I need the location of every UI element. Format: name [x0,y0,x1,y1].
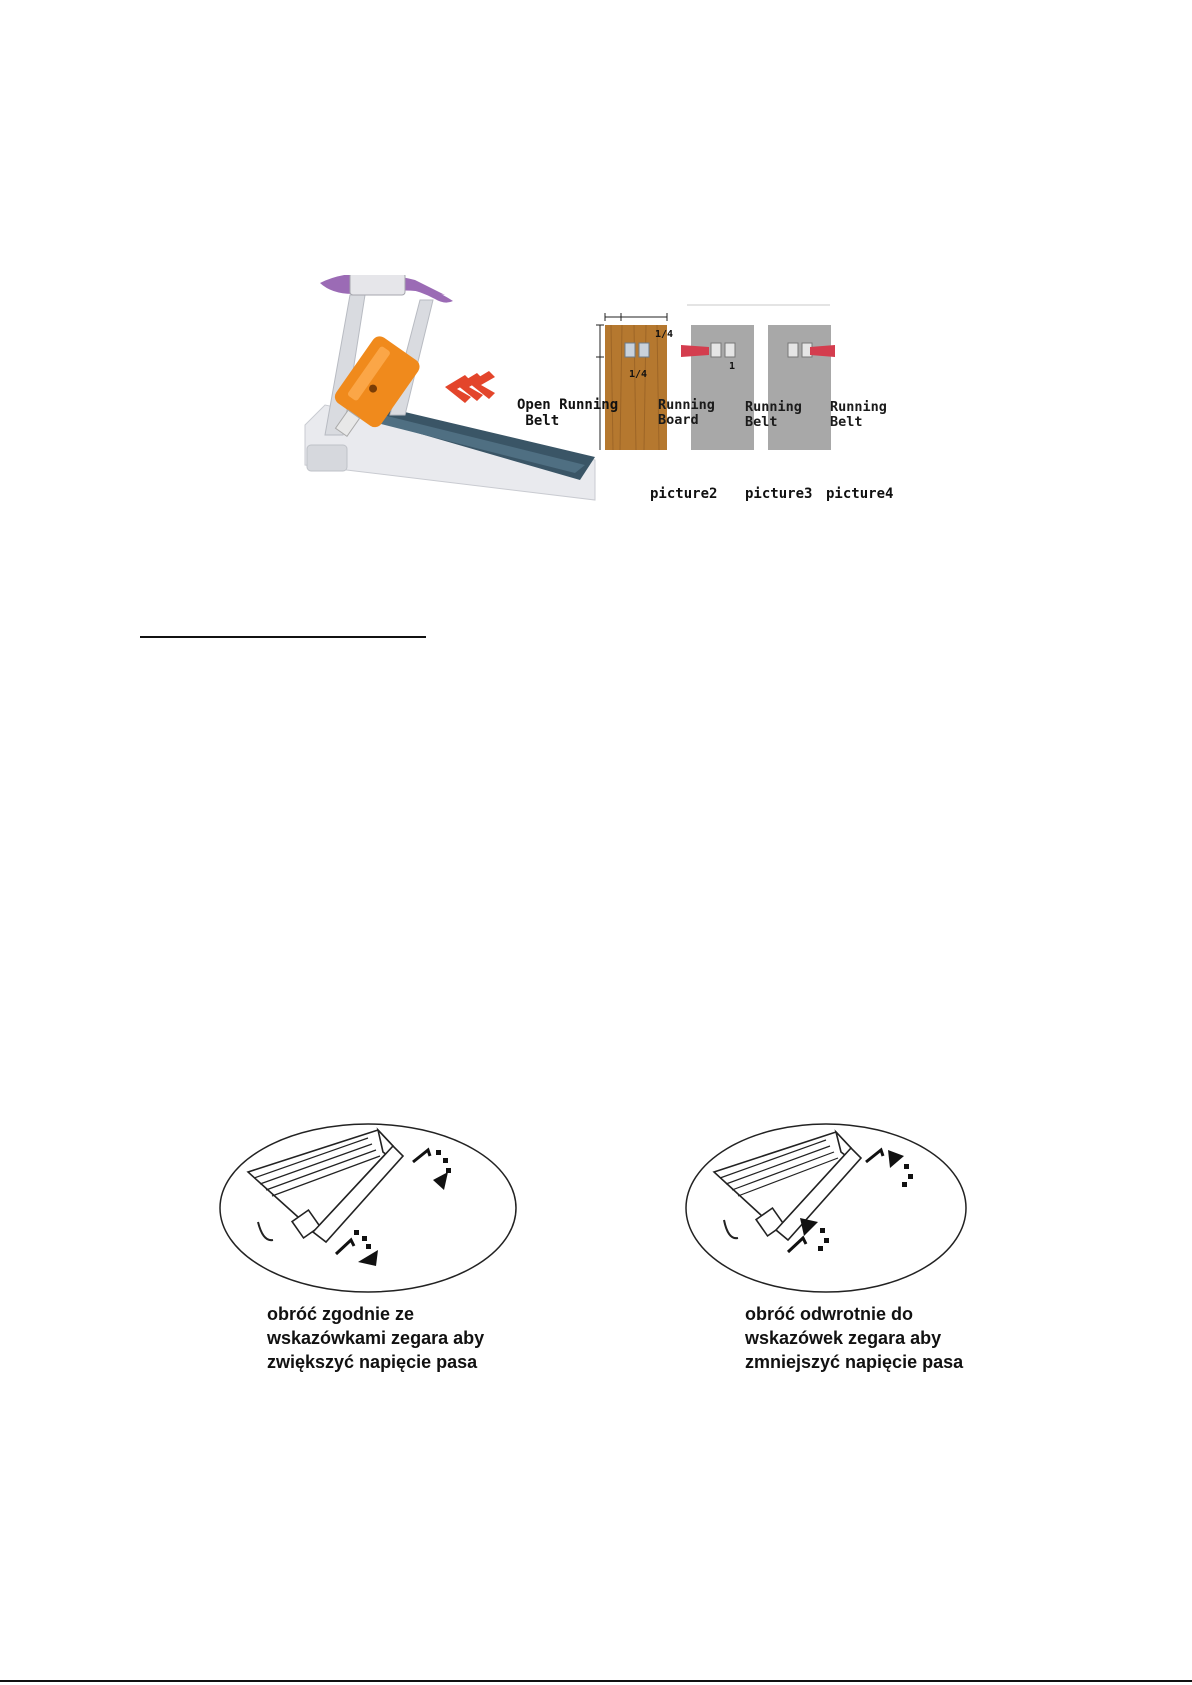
picture2-caption: picture2 [650,486,718,502]
running-board-label: Running Board [658,397,715,428]
picture4-caption: picture4 [826,486,894,502]
fraction-side-label: 1/4 [629,369,648,380]
clockwise-adjustment-illustration [218,1122,518,1294]
treadmill-lubrication-illustration [295,275,895,505]
picture3-caption: picture3 [745,486,813,502]
counterclockwise-caption-line-3: zmniejszyć napięcie pasa [745,1352,964,1372]
counterclockwise-caption [745,1302,963,1374]
marker-number-label: 1 [729,361,736,372]
fraction-top-label: 1/4 [655,329,674,340]
page-bottom-rule [0,1680,1192,1682]
clockwise-caption-line-1: obróć zgodnie ze [267,1304,415,1324]
clockwise-caption [267,1302,484,1374]
counterclockwise-caption-line-2: wskazówek zegara aby [745,1328,942,1348]
clockwise-caption-line-2: wskazówkami zegara aby [267,1328,485,1348]
open-running-belt-label: Open Running Belt [517,397,619,429]
running-belt-label-picture3: Running Belt [745,399,802,430]
section-heading-rule [140,636,426,638]
counterclockwise-caption-line-1: obróć odwrotnie do [745,1304,913,1324]
running-belt-label-picture4: Running Belt [830,399,887,430]
clockwise-caption-line-3: zwiększyć napięcie pasa [267,1352,478,1372]
counterclockwise-adjustment-illustration [676,1122,976,1294]
